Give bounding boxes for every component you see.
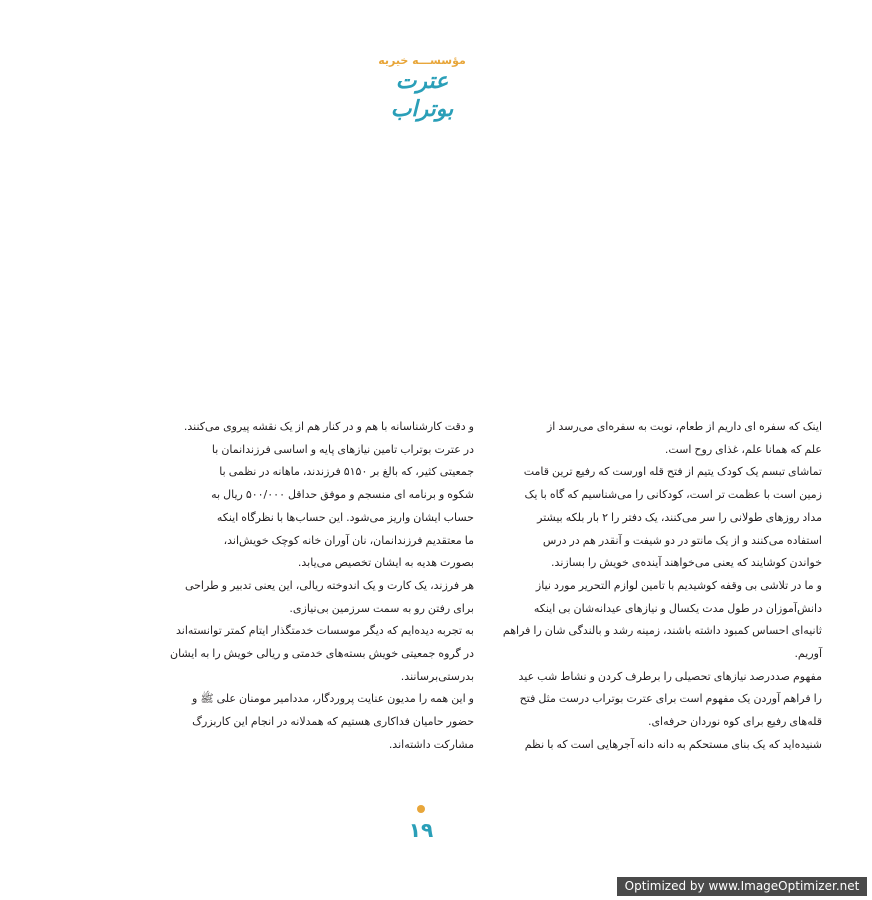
logo-title: عترت بوتراب <box>390 69 454 122</box>
left-text-column <box>84 416 474 757</box>
paragraph-line: را فراهم آوردن یک مفهوم است برای عترت بوتراب درست مثل فتح <box>519 692 822 706</box>
paragraph-line: علم که همانا علم، غذای روح است. <box>664 442 822 456</box>
paragraph-line: بدرستی‌برسانند. <box>400 669 474 683</box>
paragraph-line: شنیده‌اید که یک بنای مستحکم به دانه دانه آجرهایی است که با نظم <box>524 737 822 751</box>
paragraph-line: شکوه و برنامه ای منسجم و موفق حداقل ۵۰۰/۰۰۰ ریال به <box>211 488 474 502</box>
paragraph-line: در عترت بوتراب تامین نیازهای پایه و اساسی فرزندانمان با <box>211 442 474 456</box>
paragraph-line: استفاده می‌کنند و از یک مانتو در دو شیفت و آنقدر هم در درس <box>542 533 822 547</box>
paragraph-line: ما معتقدیم فرزندانمان، نان آوران خانه کوچک خویش‌اند، <box>223 533 474 547</box>
paragraph-line: مشارکت داشته‌اند. <box>388 737 474 751</box>
paragraph-line: در گروه جمعیتی خویش بسته‌های خدمتی و ریالی خویش را به ایشان <box>169 647 474 661</box>
paragraph-line: تماشای تبسم یک کودک یتیم از فتح قله اورست که رفیع ترین قامت <box>523 465 822 479</box>
paragraph-line: زمین است با عظمت تر است، کودکانی را می‌شناسیم که گاه با یک <box>524 488 822 502</box>
paragraph-line: هر فرزند، یک کارت و یک اندوخته ریالی، این یعنی تدبیر و طراحی <box>184 578 474 592</box>
paragraph-line: اینک که سفره ای داریم از طعام، نوبت به سفره‌ای می‌رسد از <box>546 420 822 433</box>
paragraph-line: دانش‌آموزان در طول مدت یکسال و نیازهای عیدانه‌شان بی اینکه <box>533 601 822 615</box>
paragraph-line: آوریم. <box>794 647 822 661</box>
paragraph-line: جمعیتی کثیر، که بالغ بر ۵۱۵۰ فرزندند، ماهانه در نظمی با <box>219 465 474 479</box>
paragraph-line: برای رفتن رو به سمت سرزمین بی‌نیازی. <box>289 601 474 615</box>
paragraph-line: قله‌های رفیع برای کوه نوردان حرفه‌ای. <box>647 715 822 729</box>
logo-subtitle: مؤسســـه خیریه <box>378 54 466 67</box>
paragraph-line: خواندن کوشایند که یعنی می‌خواهند آینده‌ی خویش را بسازند. <box>551 556 822 570</box>
right-text-column <box>432 416 822 757</box>
paragraph-line: حساب ایشان واریز می‌شود. این حساب‌ها با نظرگاه اینکه <box>216 510 474 524</box>
paragraph-line: و ما در تلاشی بی وقفه کوشیدیم با تامین لوازم التحریر مورد نیاز <box>535 578 822 592</box>
paragraph-line: حضور حامیان فداکاری هستیم که همدلانه در انجام این کاربزرگ <box>192 715 474 729</box>
paragraph-line: بصورت هدیه به ایشان تخصیص می‌یابد. <box>297 556 474 570</box>
paragraph-line: به تجربه دیده‌ایم که دیگر موسسات خدمتگذار ایتام کمتر توانسته‌اند <box>176 624 474 638</box>
paragraph-line: و دقت کارشناسانه با هم و در کنار هم از یک نقشه پیروی می‌کنند. <box>183 420 474 433</box>
paragraph-line: ثانیه‌ای احساس کمبود داشته باشند، زمینه رشد و بالندگی شان را فراهم <box>502 624 822 638</box>
watermark-banner: Optimized by www.ImageOptimizer.net <box>617 877 867 896</box>
page-ornament-dot <box>417 805 425 813</box>
paragraph-line: مفهوم صددرصد نیازهای تحصیلی را برطرف کردن و نشاط شب عید <box>518 669 822 683</box>
publisher-logo <box>374 54 470 122</box>
page-number: ۱۹ <box>408 818 434 842</box>
paragraph-line: مداد روزهای طولانی را سر می‌کنند، یک دفتر را ۲ بار بلکه بیشتر <box>537 510 822 524</box>
paragraph-line: و این همه را مدیون عنایت پروردگار، مددامیر مومنان علی ﷺ و <box>192 692 474 706</box>
